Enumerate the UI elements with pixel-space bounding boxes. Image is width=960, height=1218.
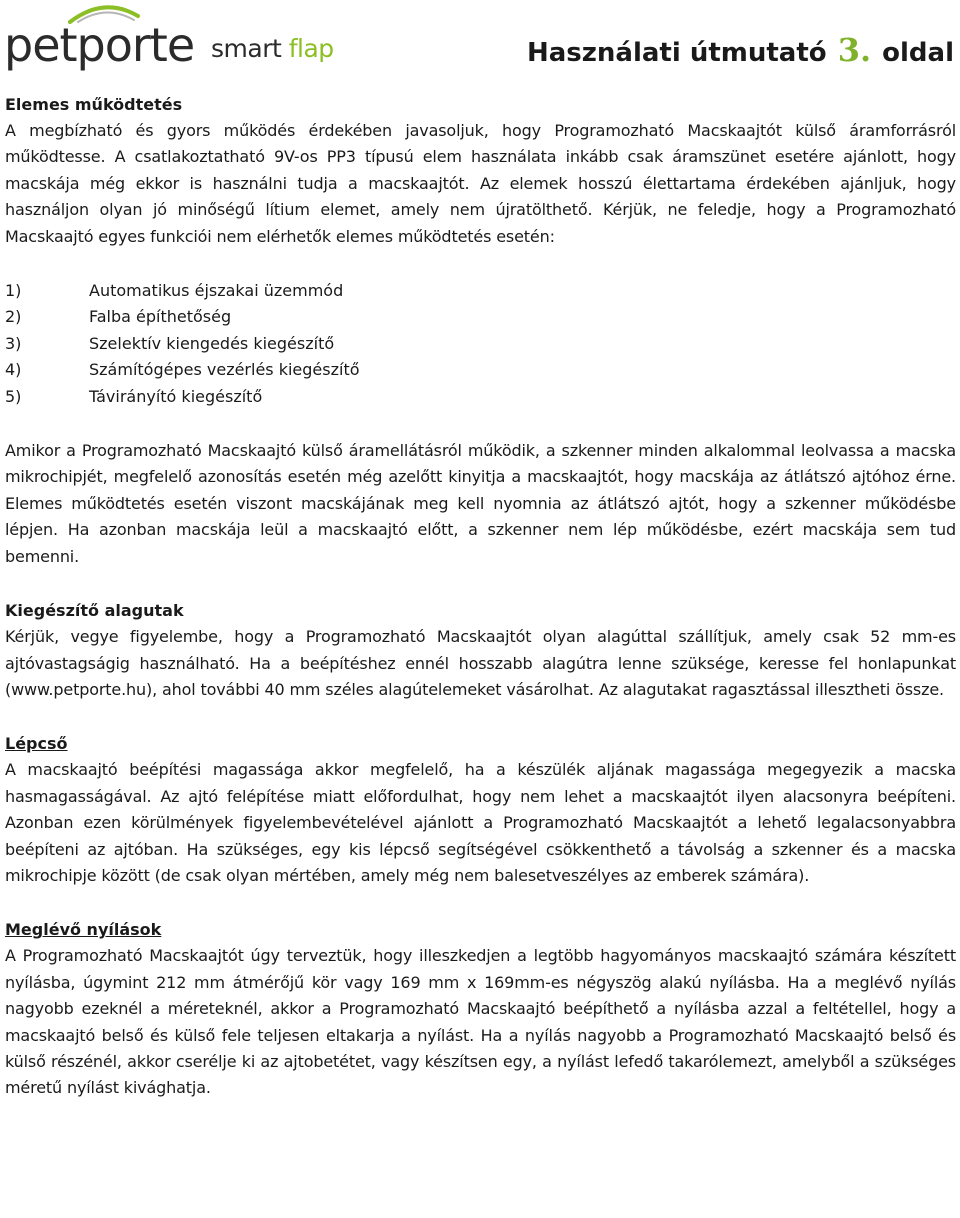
list-item (5, 331, 956, 357)
list-item-number: 1) (5, 281, 22, 301)
spacer (5, 889, 956, 917)
section-paragraph-external-power: Amikor a Programozható Macskaajtó külső áramellátásról működik, a szkenner minden alkalommal leolvassa a macska mikrochipjét, megfelelő azonosítás esetén még azelőtt kinyitja a macskaajtót, hogy macskája az átlátszó ajtóhoz érne. Elemes működtetés esetén viszont macskájának meg kell nyomnia az átlátszó ajtót, hogy a szkenner működésbe lépjen. Ha azonban macskája leül a macskaajtó előtt, a szkenner nem lép működésbe, ezért macskája sem tud bemenni. (5, 441, 956, 566)
list-item (5, 357, 956, 383)
page-header (0, 0, 960, 80)
page-title-suffix: oldal (882, 38, 954, 68)
section-paragraph-tunnels: Kérjük, vegye figyelembe, hogy a Programozható Macskaajtót olyan alagúttal szállítjuk, amely csak 52 mm-es ajtóvastagságig használható. Ha a beépítéshez ennél hosszabb alagútra lenne szüksége, keresse fel honlapunkat (www.petporte.hu), ahol további 40 mm széles alagútelemeket vásárolhat. Az alagutakat ragasztással illesztheti össze. (5, 627, 956, 699)
page-number: 3. (837, 31, 872, 69)
logo-wordmark: petporte (4, 18, 195, 72)
page-title-prefix: Használati útmutató (527, 38, 827, 68)
list-item (5, 278, 956, 304)
section-heading-openings: Meglévő nyílások (5, 920, 162, 940)
spacer (5, 703, 956, 731)
logo-tagline (211, 34, 334, 64)
feature-list (5, 278, 956, 410)
spacer (5, 410, 956, 438)
spacer (5, 250, 956, 278)
list-item-text: Szelektív kiengedés kiegészítő (89, 333, 335, 353)
logo-tagline-flap: flap (288, 34, 334, 63)
list-item-number: 4) (5, 360, 22, 380)
spacer (5, 570, 956, 598)
section-paragraph-step: A macskaajtó beépítési magassága akkor megfelelő, ha a készülék aljának magassága megegyezik a macska hasmagasságával. Az ajtó felépítése miatt előfordulhat, hogy nem lehet a macskaajtót ilyen alacsonyra beépíteni. Azonban ezen körülmények figyelembevételével ajánlott a Programozható Macskaajtót a lehető legalacsonyabbra beépíteni az ajtóban. Ha szükséges, egy kis lépcső segítségével csökkenthető a távolság a szkenner és a macska mikrochipje között (de csak olyan mértében, amely még nem balesetveszélyes az emberek számára). (5, 760, 956, 885)
list-item (5, 384, 956, 410)
logo-tagline-smart: smart (211, 34, 289, 63)
section-paragraph-battery: A megbízható és gyors működés érdekében javasoljuk, hogy Programozható Macskaajtót külső áramforrásról működtesse. A csatlakoztatható 9V-os PP3 típusú elem használata inkább csak áramszünet esetére ajánlott, hogy macskája még ekkor is használni tudja a macskaajtót. Az elemek hosszú élettartama érdekében ajánljuk, hogy használjon olyan jó minőségű lítium elemet, amely nem újratölthető. Kérjük, ne feledje, hogy a Programozható Macskaajtó egyes funkciói nem elérhetők elemes működtetés esetén: (5, 121, 956, 246)
list-item (5, 304, 956, 330)
list-item-number: 3) (5, 333, 22, 353)
section-heading-tunnels: Kiegészítő alagutak (5, 601, 184, 621)
list-item-text: Távirányító kiegészítő (89, 386, 263, 406)
list-item-text: Számítógépes vezérlés kiegészítő (89, 360, 360, 380)
section-paragraph-openings: A Programozható Macskaajtót úgy terveztük, hogy illeszkedjen a legtöbb hagyományos macskaajtó számára készített nyílásba, úgymint 212 mm átmérőjű kör vagy 169 mm x 169mm-es négyszög alakú nyílásba. Ha a meglévő nyílás nagyobb ezeknél a méreteknél, akkor a Programozható Macskaajtó beépíthető a nyílásba azzal a feltétellel, hogy a macskaajtó belső és külső fele teljesen eltakarja a nyílást. Ha a nyílás nagyobb a Programozható Macskaajtó belső és külső részénél, akkor cserélje ki az ajtobetétet, vagy készítsen egy, a nyílást lefedő takarólemezt, amelyből a szükséges méretű nyílást kivághatja. (5, 946, 956, 1098)
list-item-number: 5) (5, 386, 22, 406)
section-heading-step: Lépcső (5, 734, 68, 754)
page-title (527, 32, 954, 71)
section-heading-battery: Elemes működtetés (5, 95, 183, 114)
petporte-logo (4, 2, 349, 74)
list-item-text: Falba építhetőség (89, 307, 232, 327)
page-content (5, 92, 956, 1102)
list-item-number: 2) (5, 307, 22, 327)
list-item-text: Automatikus éjszakai üzemmód (89, 281, 344, 301)
